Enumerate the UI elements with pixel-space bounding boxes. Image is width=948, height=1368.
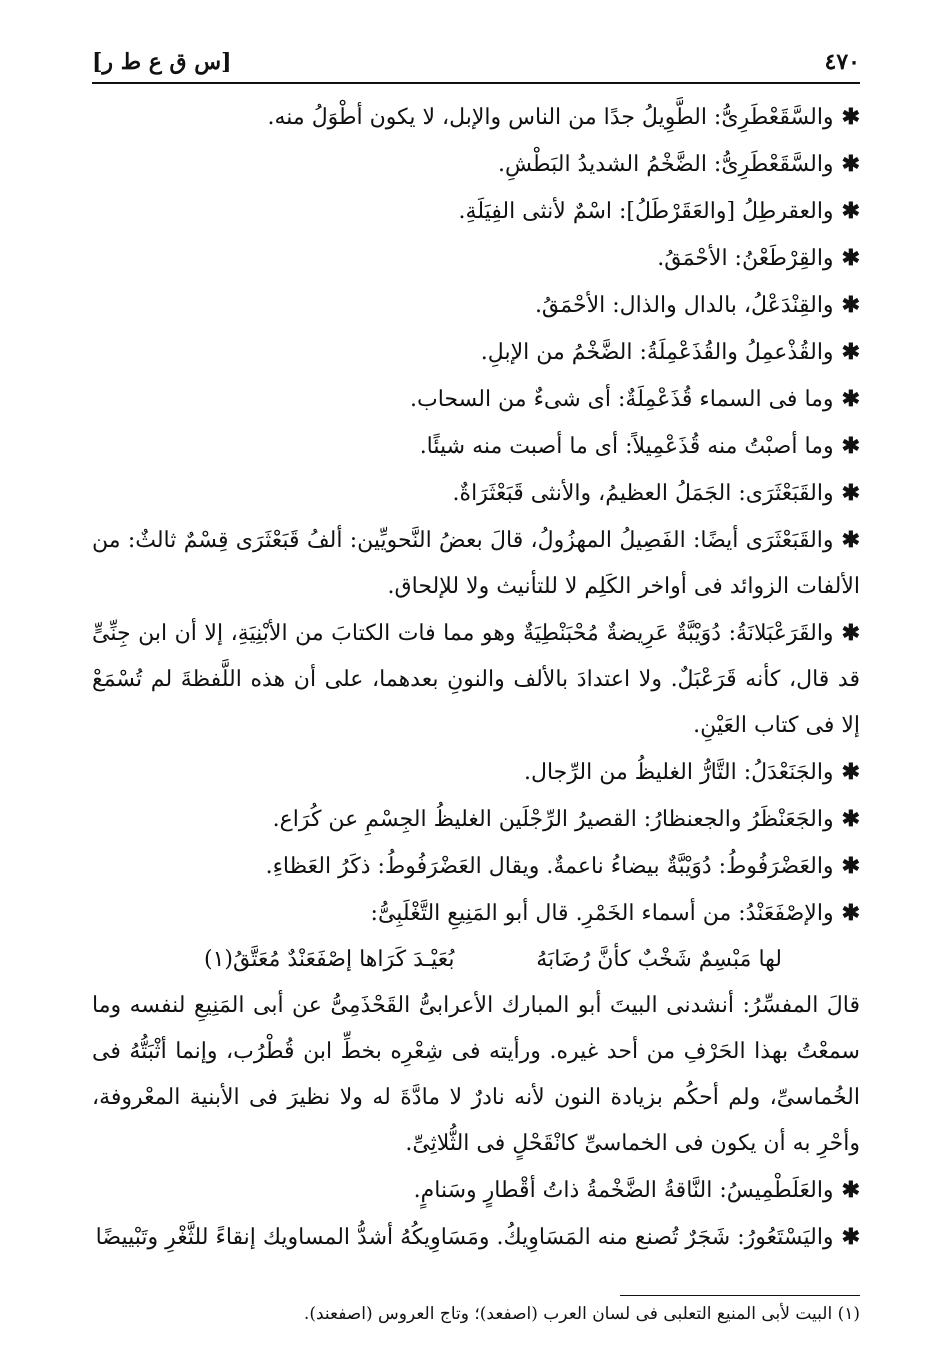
poetry-verse: [92, 937, 860, 983]
entry: ✱والقَرَعْبَلانَةُ: دُوَيْبَّةٌ عَرِيضةٌ مُحْبَنْطِيَةٌ وهو مما فات الكتابَ من الأبْنِيَةِ، إلا أن ابن جِنِّىٍّ قد قال، كأنه قَرَعْبَلٌ. ولا اعتدادَ بالألف والنونِ بعدهما، على أن هذه اللَّفظةَ لم تُسْمَعْ إلا فى كتاب العَيْنِ.: [92, 620, 860, 738]
verse-second-hemistich: بُعَيْـدَ كَرَاها إصْفَعَنْدٌ مُعَتَّقُ(١): [204, 947, 455, 972]
entry: ✱والقِرْطَعْنُ: الأحْمَقُ.: [657, 245, 860, 271]
page-header: [92, 44, 860, 80]
entry: ✱والسَّقَعْطَرِىُّ: الضَّخْمُ الشديدُ البَطْشِ.: [498, 151, 860, 177]
header-rule: [92, 82, 860, 84]
entry: ✱والعَضْرَفُوطُ: دُوَيْبَّةٌ بيضاءُ ناعمةٌ. ويقال العَضْرَفُوطُ: ذكَرُ العَظاءِ.: [265, 853, 860, 879]
footnote: (١) البيت لأبى المنيع التعلبى فى لسان العرب (اصفعد)؛ وتاج العروس (اصفعند).: [303, 1304, 860, 1324]
verse-first-hemistich: لها مَبْسِمٌ شَخْبٌ كأنَّ رُضَابَهُ: [536, 947, 782, 972]
entry: ✱والعَلَطْمِيسُ: النَّاقةُ الضَّخْمةُ ذاتُ أقْطارٍ وسَنامٍ.: [413, 1177, 860, 1203]
entry: ✱والعقرطِلُ [والعَقَرْطَلُ]: اسْمٌ لأنثى الفِيَلَةِ.: [458, 198, 860, 224]
entry: ✱والقَبَعْثَرَى أيضًا: الفَصِيلُ المهزُولُ، قالَ بعضُ النَّحويِّين: ألفُ قَبَعْثَرَى قِسْمٌ ثالثٌ: من الألفات الزوائد فى أواخر الكَلِم لا للتأنيث ولا للإلحاق.: [92, 527, 860, 599]
entry: ✱والجَنَعْدَلُ: التَّارُّ الغليظُ من الرِّجال.: [523, 759, 860, 785]
entry: ✱والقُذْعمِلُ والقُذَعْمِلَةُ: الضَّخْمُ من الإبلِ.: [480, 339, 860, 365]
entry: ✱والقَبَعْثَرَى: الجَمَلُ العظيمُ، والأنثى قَبَعْثَرَاةٌ.: [452, 480, 860, 506]
entry: ✱والإصْفَعَنْدُ: من أسماء الخَمْرِ. قال أبو المَنِيعِ التَّغْلَبِىُّ:: [370, 900, 860, 926]
entry: ✱وما أصبْتُ منه قُذَعْمِيلاً: أى ما أصبت منه شيئًا.: [419, 433, 860, 459]
page-number: ٤٧٠: [824, 49, 860, 75]
entry: ✱والجَعَنْظَرُ والجعنظارُ: القصيرُ الرِّجْلَين الغليظُ الجِسْمِ عن كُرَاع.: [272, 806, 860, 832]
page-body: [92, 94, 860, 1261]
footnote-rule: [620, 1295, 860, 1296]
commentary-paragraph: قالَ المفسِّرُ: أنشدنى البيتَ أبو المبارك الأعرابىُّ القَحْذَمِىُّ عن أبى المَنِيعِ لنفسه وما سمعْتُ بهذا الحَرْفِ من أحد غيره. ورأيته فى شِعْرِه بخطِّ ابن قُطْرُب، وإنما أثْبَتُّهُ فى الخُماسىِّ، ولم أحكُم بزيادة النون لأنه نادرٌ لا مادَّةَ له ولا نظيرَ فى الأبنية المعْروفة، وأحْرِ به أن يكون فى الخماسىِّ كانْقَحْلٍ فى الثُّلاثِىِّ.: [92, 993, 860, 1156]
entry: ✱والقِنْدَعْلُ، بالدال والذال: الأحْمَقُ.: [534, 292, 860, 318]
entry: ✱والسَّقَعْطَرِىُّ: الطَّوِيلُ جدًا من الناس والإبل، لا يكون أطْوَلُ منه.: [267, 104, 860, 130]
entry: ✱واليَسْتَعُورُ: شَجَرٌ تُصنع منه المَسَاوِيكُ. ومَسَاوِيكُهُ أشدُّ المساويك إنقاءً للثَّغْرِ وتَبْييضًا: [95, 1224, 860, 1250]
entry: ✱وما فى السماء قُذَعْمِلَةٌ: أى شىءٌ من السحاب.: [410, 386, 860, 412]
root-letters: [س ق ع ط ر]: [92, 49, 232, 75]
